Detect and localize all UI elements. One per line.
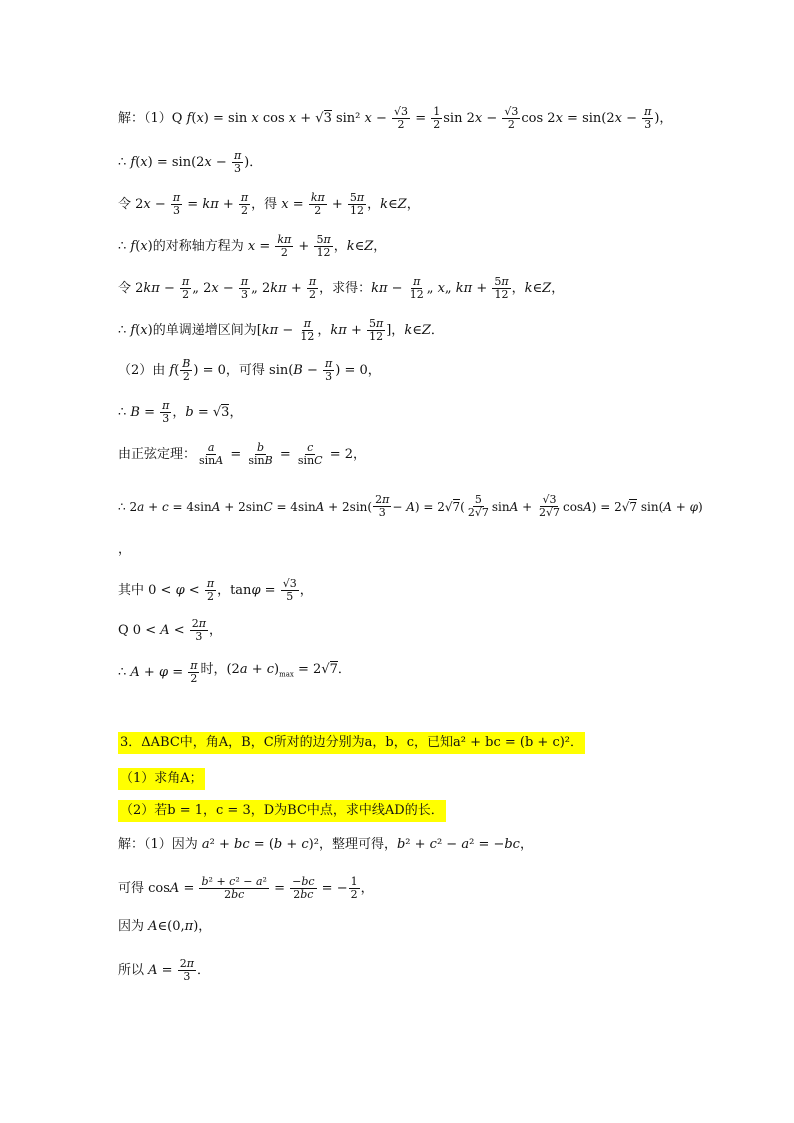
- solution3-line-4: 所以 A = $\frac{2\pi}{3}$ ．: [118, 957, 210, 983]
- problem-3-part-1-text: （1）求角A；: [118, 768, 205, 790]
- solution-line-5: 令 2kπ − $\frac{\pi}{2}$ „ 2x − $\frac{\pi}{3}$ „ 2kπ + $\frac{\pi}{2}$ ，求得：kπ − $\frac{\pi}{12}$ „ x„ kπ + $\frac{5\pi}{12}$ ，k∈Z，: [118, 275, 565, 301]
- solution-line-10: ∴ 2a + c = 4sinA + 2sinC = 4sinA + 2sin( $\frac{2\pi}{3}$ − A) = 2√7( $\frac{5}{2√7}$ sinA + $\frac{√3}{2√7}$ cosA) = 2√7 sin(A + φ): [118, 493, 703, 519]
- problem-3-part-2: [118, 800, 446, 822]
- problem-3-part-2-text: （2）若b = 1，c = 3，D为BC中点，求中线AD的长．: [118, 800, 446, 822]
- line-11-text: ，: [118, 542, 132, 557]
- solution-line-3: 令 2x − $\frac{\pi}{3}$ = kπ + $\frac{\pi}{2}$ ，得 x = $\frac{k\pi}{2}$ + $\frac{5\pi}{12}$ ，k∈Z，: [118, 191, 420, 217]
- solution-line-11: [118, 541, 131, 559]
- problem-3-title: [118, 732, 585, 754]
- solution-line-13: Q 0 < A < $\frac{2\pi}{3}$ ，: [118, 617, 223, 643]
- solution-line-8: ∴ B = $\frac{\pi}{3}$ ，b = √3，: [118, 399, 243, 425]
- solution3-line-2: 可得 cosA = $\frac{\text{b² + c² − a²}}{2bc}$ = $\frac{-bc}{2bc}$ = − $\frac{1}{2}$ ，: [118, 875, 374, 901]
- solution3-line-3: 因为 A∈(0,π)，: [118, 919, 212, 934]
- solution-line-9: 由正弦定理： $\frac{a}{\sin A}$ = $\frac{b}{\sin B}$ = $\frac{c}{\sin C}$ = 2，: [118, 441, 367, 467]
- problem-3-part-1: [118, 768, 205, 790]
- solution-line-4: ∴ f(x)的对称轴方程为 x = $\frac{k\pi}{2}$ + $\frac{5\pi}{12}$ ，k∈Z，: [118, 233, 387, 259]
- solution-line-1: 解：（1）Q f(x) = sin x cos x + √3 sin² x − $\frac{√3}{2}$ = $\frac{1}{2}$ sin 2x − $\frac{√3}{2}$ cos 2x = sin(2x − $\frac{\pi}{3}$ )，: [118, 105, 673, 131]
- solution-line-14: ∴ A + φ = $\frac{\pi}{2}$ 时，$(2a + c)_{max} = 2√7$．: [118, 659, 351, 685]
- solution-line-12: 其中 0 < φ < $\frac{\pi}{2}$ ，tanφ = $\frac{√3}{5}$ ，: [118, 577, 313, 603]
- solution-line-6: ∴ f(x)的单调递增区间为[kπ − $\frac{\pi}{12}$ ，kπ + $\frac{5\pi}{12}$ ]，k∈Z．: [118, 317, 444, 343]
- solution3-line-1: 解：（1）因为 a² + bc = (b + c)²，整理可得，b² + c² − a² = −bc，: [118, 837, 533, 852]
- solution-line-7: （2）由 f( $\frac{B}{2}$ ) = 0，可得 sin(B − $\frac{\pi}{3}$ ) = 0，: [118, 357, 381, 383]
- problem-3-title-text: 3．ΔABC中，角A，B，C所对的边分别为a，b，c，已知a² + bc = (b + c)²．: [118, 732, 585, 754]
- solution-line-2: ∴ f(x) = sin(2x − $\frac{\pi}{3}$ )．: [118, 149, 263, 175]
